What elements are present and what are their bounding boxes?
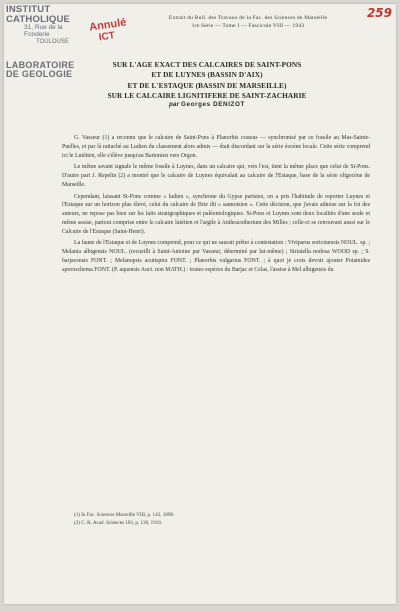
title-line-1: SUR L'AGE EXACT DES CALCAIRES DE SAINT-PONS — [112, 60, 302, 69]
stamp-line-laboratory: LABORATOIRE — [6, 59, 75, 70]
author-prefix: par — [169, 101, 180, 109]
paragraph-3: Cependant, laissant St-Pons comme « ludien », synchrone du Gypse parisien, on a pris l'habitude de reporter Luynes et l'Estaque sur un horizon plus élevé, celui du calcaire de Brie dit « sannoisien ». Cette décision, que j'avais admise sur la foi des auteurs, ne repose pas bien sur les faits stratigraphiques et paléontologiques. St-Pons et Luynes sont deux localités d'une seule et même assise, partout comprise entre le calcaire lutétien et l'argile à Anthracotherium des Milles ; celle-ci se retrouvant aussi sur le Calcaire de l'Estaque (Saint-Henri). — [62, 193, 370, 235]
catalog-number: 259 — [366, 6, 392, 20]
annule-stamp — [89, 18, 129, 45]
stamp-line-address: 31, Rue de la Fonderie — [24, 23, 63, 38]
footnotes — [62, 512, 370, 527]
stamp-line-institute: INSTITUT CATHOLIQUE — [6, 4, 71, 25]
article-body — [62, 134, 370, 277]
paragraph-2: Le même savant signale le même fossile à Luynes, dans un calcaire qui, vers l'est, tient la même place que celui de St-Pons. D'autre part J. Repelin (2) a montré que le calcaire de Luynes équivalait au calcaire de l'Estaque, base de la série oligocène de Marseille. — [62, 164, 370, 188]
footnote-1: (1) In Fac. Sciences Marseille VIII, p. 143, 1898. — [74, 512, 175, 518]
journal-header — [140, 15, 356, 31]
footnote-2: (2) C. R. Acad. Sciences 163, p. 136, 1916. — [74, 519, 163, 526]
author-name: Georges DENIZOT — [181, 101, 245, 109]
article-title — [44, 60, 370, 110]
paragraph-4: La faune de l'Estaque et de Luynes comprend, pour ce qui ne saurait prêter à contestation : Viviparus soricinensis NOUL. sp. ; Melania albigensis NOUL. (recueilli à Saint-Antoine par Vasseur, déterminé par lui-même) ; Striatella nodosa WOOD sp. ; S. barjacensis FONT. ; Melanopsis acutispira FONT. ; Planorbis vulgarius FONT. ; à quoi je crois devoir ajouter Potamides aporoschema FONT. (P. aquensis Auct. non MATH.) : toutes espèces du Barjac et Celas, l'assise à Mel albigensis du — [62, 240, 370, 273]
ict-text: ICT — [98, 29, 116, 43]
author-line — [44, 101, 370, 110]
paragraph-1: G. Vasseur (1) a reconnu que le calcaire de Saint-Pons à Planorbis crassus — synchronisé par ce fossile au Mas-Sainte-Puelles, et par là rattaché au Ludien du classement alors admis — était discordant sur la série éocène locale. Cette série comprend ici le Lutétien, elle s'élève jusqu'au Bartonien vers Orgon. — [62, 135, 370, 159]
title-line-4: SUR LE CALCAIRE LIGNITIFERE DE SAINT-ZACHARIE — [107, 91, 307, 101]
stamp-line-city: TOULOUSE — [36, 38, 69, 45]
stamp-line-department: DE GEOLOGIE — [6, 69, 73, 80]
document-page — [4, 4, 396, 604]
journal-line-2: 1re Série — Tome I — Fascicule VIII — 1943 — [191, 22, 305, 29]
title-line-3: ET DE L'ESTAQUE (BASSIN DE MARSEILLE) — [127, 80, 287, 90]
journal-line-1: Extrait du Bull. des Travaux de la Fac. des Sciences de Marseille — [168, 15, 328, 21]
annule-text: Annulé — [88, 16, 128, 34]
title-line-2: ET DE LUYNES (BASSIN D'AIX) — [151, 70, 263, 80]
